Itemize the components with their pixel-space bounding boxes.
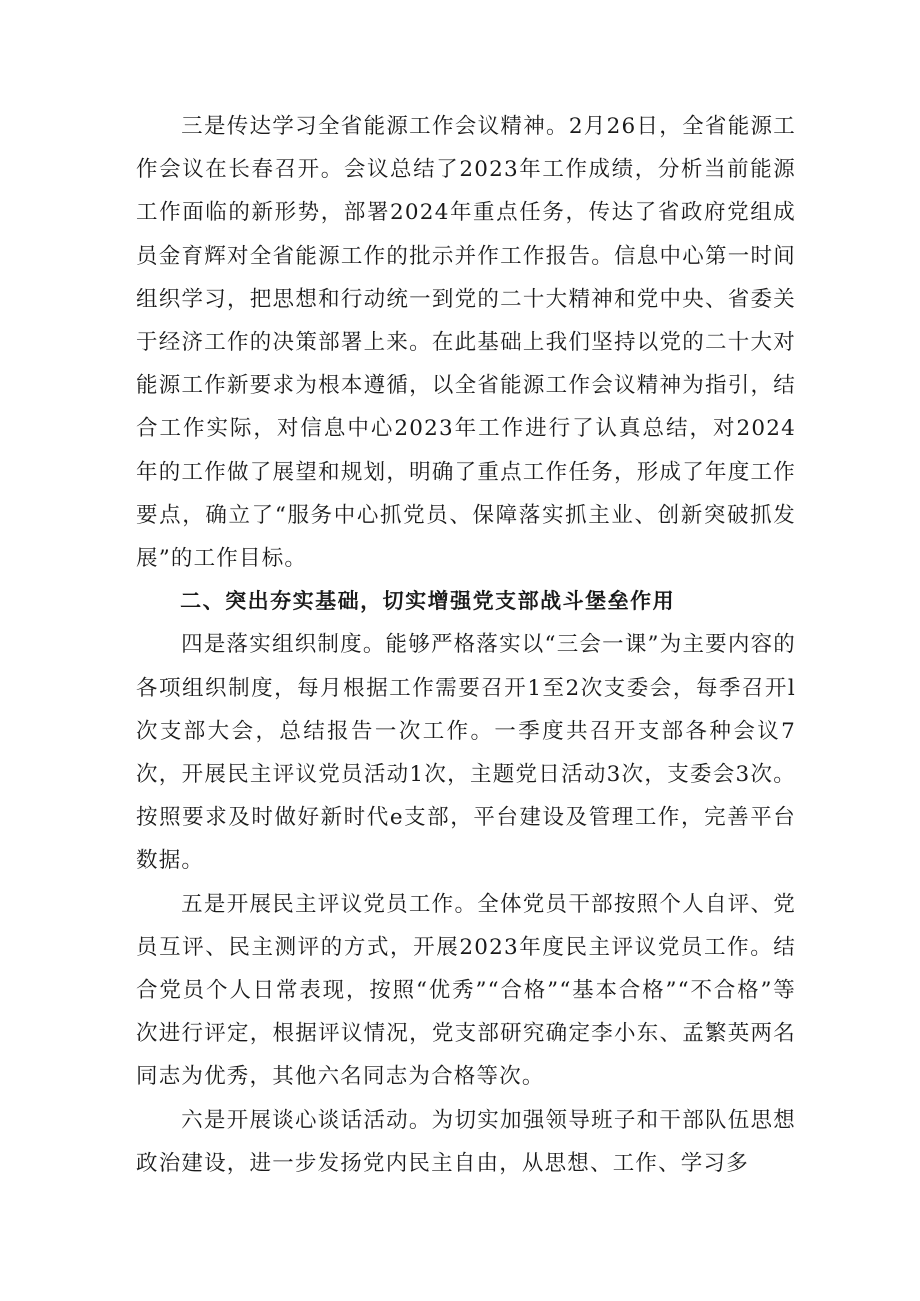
paragraph-energy-meeting: 三是传达学习全省能源工作会议精神。2月26日，全省能源工作会议在长春召开。会议总结了2023年工作成绩，分析当前能源工作面临的新形势，部署2024年重点任务，传达了省政府党组成员金育辉对全省能源工作的批示并作工作报告。信息中心第一时间组织学习，把思想和行动统一到党的二十大精神和党中央、省委关于经济工作的决策部署上来。在此基础上我们坚持以党的二十大对能源工作新要求为根本遵循，以全省能源工作会议精神为指引，结合工作实际，对信息中心2023年工作进行了认真总结，对2024年的工作做了展望和规划，明确了重点工作任务，形成了年度工作要点，确立了“服务中心抓党员、保障落实抓主业、创新突破抓发展”的工作目标。 [136,114,796,572]
document-body [136,105,796,1185]
paragraph-heart-to-heart-talks: 六是开展谈心谈话活动。为切实加强领导班子和干部队伍思想政治建设，进一步发扬党内民主自由，从思想、工作、学习多 [136,1107,796,1176]
paragraph-organization-system: 四是落实组织制度。能够严格落实以“三会一课”为主要内容的各项组织制度，每月根据工作需要召开1至2次支委会，每季召开l次支部大会，总结报告一次工作。一季度共召开支部各种会议7次，开展民主评议党员活动1次，主题党日活动3次，支委会3次。按照要求及时做好新时代e支部，平台建设及管理工作，完善平台数据。 [136,632,796,874]
section-heading: 二、突出夯实基础，切实增强党支部战斗堡垒作用 [180,589,676,614]
paragraph-democratic-review: 五是开展民主评议党员工作。全体党员干部按照个人自评、党员互评、民主测评的方式，开展2023年度民主评议党员工作。结合党员个人日常表现，按照“优秀”“合格”“基本合格”“不合格”等次进行评定，根据评议情况，党支部研究确定李小东、孟繁英两名同志为优秀，其他六名同志为合格等次。 [136,891,796,1090]
